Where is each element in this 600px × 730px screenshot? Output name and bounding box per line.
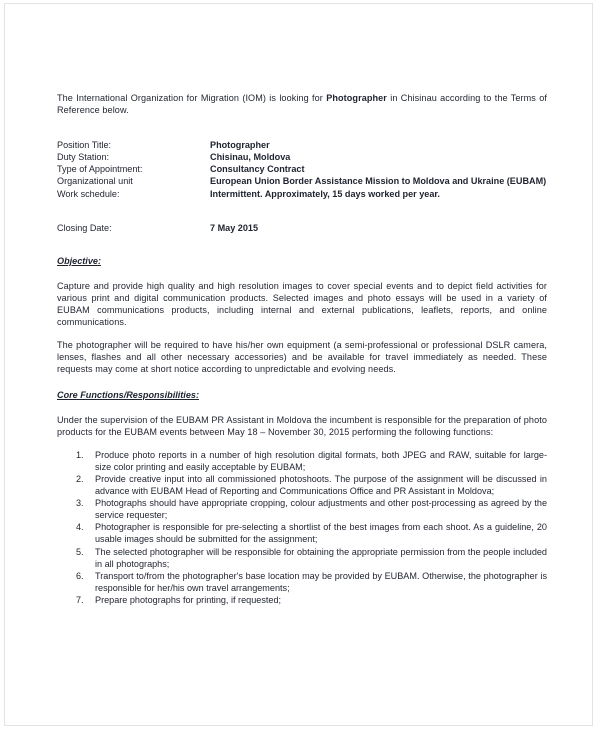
spacer-objective-paragraphs <box>57 328 547 339</box>
list-item <box>57 570 547 594</box>
intro-text-before: The International Organization for Migration (IOM) is looking for <box>57 93 327 103</box>
meta-label-organizational-unit: Organizational unit <box>57 176 133 187</box>
meta-label-duty-station: Duty Station: <box>57 152 110 163</box>
spacer-before-objective <box>57 234 547 255</box>
list-item <box>57 449 547 473</box>
list-item <box>57 594 547 606</box>
intro-text-after: in Chisinau according to the Terms of Reference below. <box>57 93 547 116</box>
core-functions-intro: Under the supervision of the EUBAM PR Assistant in Moldova the incumbent is responsible for the preparation of photo products for the EUBAM events between May 18 – November 30, 2015 performing the following functions: <box>57 414 547 437</box>
table-row <box>57 139 547 151</box>
list-item-number: 2. <box>76 473 84 484</box>
list-item <box>57 546 547 570</box>
objective-paragraph-1: Capture and provide high quality and high resolution images to cover special events and to depict field activities for various print and digital communication products. Selected images and photo essays will be used in a variety of EUBAM communications products, including internal and external publications, leaflets, reports, and online communications. <box>57 280 547 328</box>
list-item-text: The selected photographer will be responsible for obtaining the appropriate permission from the people included in all photographs; <box>95 546 547 569</box>
table-row <box>57 151 547 163</box>
section-heading-core-functions: Core Functions/Responsibilities: <box>57 389 199 400</box>
meta-value-organizational-unit: European Union Border Assistance Mission to Moldova and Ukraine (EUBAM) <box>210 176 547 187</box>
section-heading-objective: Objective: <box>57 255 101 266</box>
position-details-table <box>57 139 547 234</box>
list-item-text: Prepare photographs for printing, if requested; <box>95 594 282 605</box>
table-row <box>57 163 547 175</box>
spacer-objective-heading <box>57 267 547 280</box>
document-body <box>57 92 547 606</box>
list-item <box>57 521 547 545</box>
table-spacer-row <box>57 200 547 222</box>
list-item <box>57 497 547 521</box>
list-item-number: 3. <box>76 498 84 509</box>
meta-value-duty-station: Chisinau, Moldova <box>210 152 291 163</box>
meta-label-position-title: Position Title: <box>57 140 112 151</box>
spacer-before-core-functions <box>57 376 547 389</box>
intro-paragraph <box>57 92 547 116</box>
spacer-before-list <box>57 438 547 449</box>
table-spacer-cell-right <box>210 200 547 222</box>
list-item-number: 5. <box>76 546 84 557</box>
intro-role-bold: Photographer <box>326 93 387 103</box>
meta-label-closing-date: Closing Date: <box>57 222 112 233</box>
list-item-number: 4. <box>76 522 84 533</box>
document-page <box>4 3 593 726</box>
list-item-text: Provide creative input into all commissioned photoshoots. The purpose of the assignment will be discussed in advance with EUBAM Head of Reporting and Communications Office and PR Assistant in Moldova; <box>95 473 547 497</box>
list-item-text: Photographs should have appropriate cropping, colour adjustments and other post-processing as agreed by the service requester; <box>95 498 547 521</box>
list-item-text: Produce photo reports in a number of high resolution digital formats, both JPEG and RAW, suitable for large-size color printing and easily acceptable by EUBAM; <box>95 449 547 472</box>
table-row <box>57 188 547 200</box>
meta-label-work-schedule: Work schedule: <box>57 188 120 199</box>
list-item-number: 1. <box>76 449 84 460</box>
list-item-text: Transport to/from the photographer's base location may be provided by EUBAM. Otherwise, the photographer is responsible for her/his own travel arrangements; <box>95 570 547 593</box>
meta-value-closing-date: 7 May 2015 <box>210 222 259 233</box>
list-item-text: Photographer is responsible for pre-selecting a shortlist of the best images from each shoot. As a guideline, 20 usable images should be submitted for the assignment; <box>95 522 547 545</box>
meta-value-work-schedule: Intermittent. Approximately, 15 days worked per year. <box>210 188 440 199</box>
table-spacer-cell-left <box>57 200 210 222</box>
list-item-number: 7. <box>76 594 84 605</box>
meta-value-type-of-appointment: Consultancy Contract <box>210 164 305 175</box>
list-item-number: 6. <box>76 570 84 581</box>
core-functions-list <box>57 449 547 606</box>
spacer-core-functions-heading <box>57 401 547 414</box>
objective-paragraph-2: The photographer will be required to have his/her own equipment (a semi-professional or professional DSLR camera, lenses, flashes and all other necessary accessories) and be available for travel immediately as needed. These requests may come at short notice according to unpredictable and evolving needs. <box>57 340 547 375</box>
table-row <box>57 222 547 234</box>
list-item <box>57 473 547 497</box>
meta-label-type-of-appointment: Type of Appointment: <box>57 164 143 175</box>
table-row <box>57 175 547 187</box>
meta-value-position-title: Photographer <box>210 140 270 151</box>
